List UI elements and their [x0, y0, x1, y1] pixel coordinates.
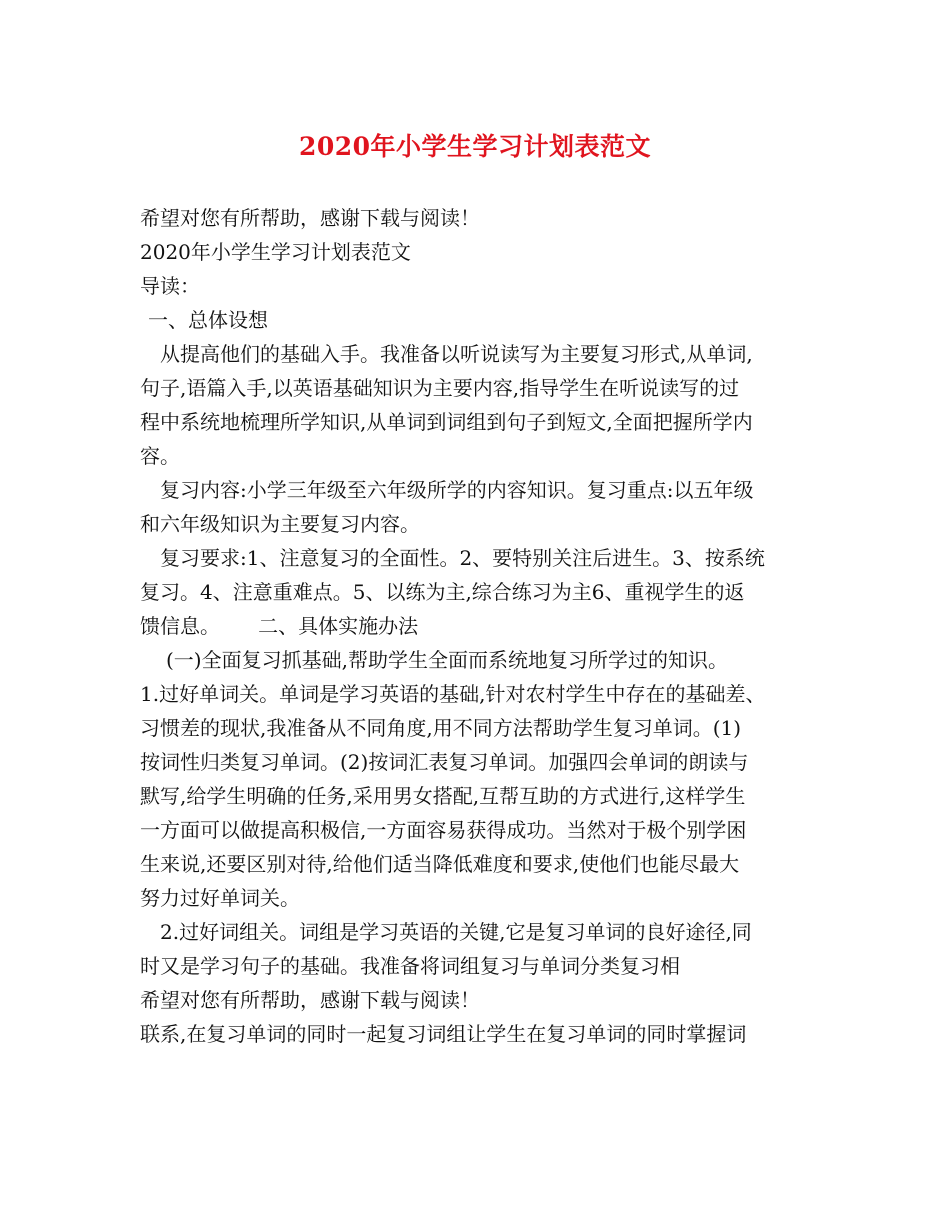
document-title: 2020年小学生学习计划表范文 [298, 132, 652, 161]
paragraph-line: 默写,给学生明确的任务,采用男女搭配,互帮互助的方式进行,这样学生 [140, 784, 746, 808]
paragraph-line: 容。 [140, 444, 180, 468]
paragraph-line: 努力过好单词关。 [140, 886, 300, 910]
paragraph-line: 时又是学习句子的基础。我准备将词组复习与单词分类复习相 [140, 954, 680, 978]
document-body [140, 201, 816, 1051]
paragraph-line: 2.过好词组关。词组是学习英语的关键,它是复习单词的良好途径,同 [160, 920, 752, 944]
guide-label: 导读： [140, 274, 200, 298]
paragraph-line: 程中系统地梳理所学知识,从单词到词组到句子到短文,全面把握所学内 [140, 410, 753, 434]
paragraph-line: 习惯差的现状,我准备从不同角度,用不同方法帮助学生复习单词。(1) [140, 716, 742, 740]
subtitle-line: 2020年小学生学习计划表范文 [140, 240, 411, 264]
paragraph-line: 复习内容:小学三年级至六年级所学的内容知识。复习重点:以五年级 [160, 478, 754, 502]
paragraph-line: 按词性归类复习单词。(2)按词汇表复习单词。加强四会单词的朗读与 [140, 750, 749, 774]
paragraph-line: 句子,语篇入手,以英语基础知识为主要内容,指导学生在听说读写的过 [140, 376, 740, 400]
paragraph-line: (一)全面复习抓基础,帮助学生全面而系统地复习所学过的知识。 [166, 648, 728, 672]
paragraph-line: 馈信息。 二、具体实施办法 [140, 614, 419, 638]
paragraph-line: 生来说,还要区别对待,给他们适当降低难度和要求,使他们也能尽最大 [140, 852, 740, 876]
paragraph-line: 联系,在复习单词的同时一起复习词组让学生在复习单词的同时掌握词 [140, 1022, 747, 1046]
paragraph-line: 和六年级知识为主要复习内容。 [140, 512, 420, 536]
paragraph-line: 1.过好单词关。单词是学习英语的基础,针对农村学生中存在的基础差、 [140, 682, 766, 706]
paragraph-line: 从提高他们的基础入手。我准备以听说读写为主要复习形式,从单词, [160, 342, 753, 366]
paragraph-line: 复习要求:1、注意复习的全面性。2、要特别关注后进生。3、按系统 [160, 546, 765, 570]
paragraph-line: 复习。4、注意重难点。5、以练为主,综合练习为主6、重视学生的返 [140, 580, 745, 604]
thanks-line: 希望对您有所帮助，感谢下载与阅读！ [140, 206, 480, 230]
paragraph-line: 一方面可以做提高积极信,一方面容易获得成功。当然对于极个别学困 [140, 818, 747, 842]
section-heading-overall-plan: 一、总体设想 [148, 308, 268, 332]
thanks-line: 希望对您有所帮助，感谢下载与阅读！ [140, 988, 480, 1012]
